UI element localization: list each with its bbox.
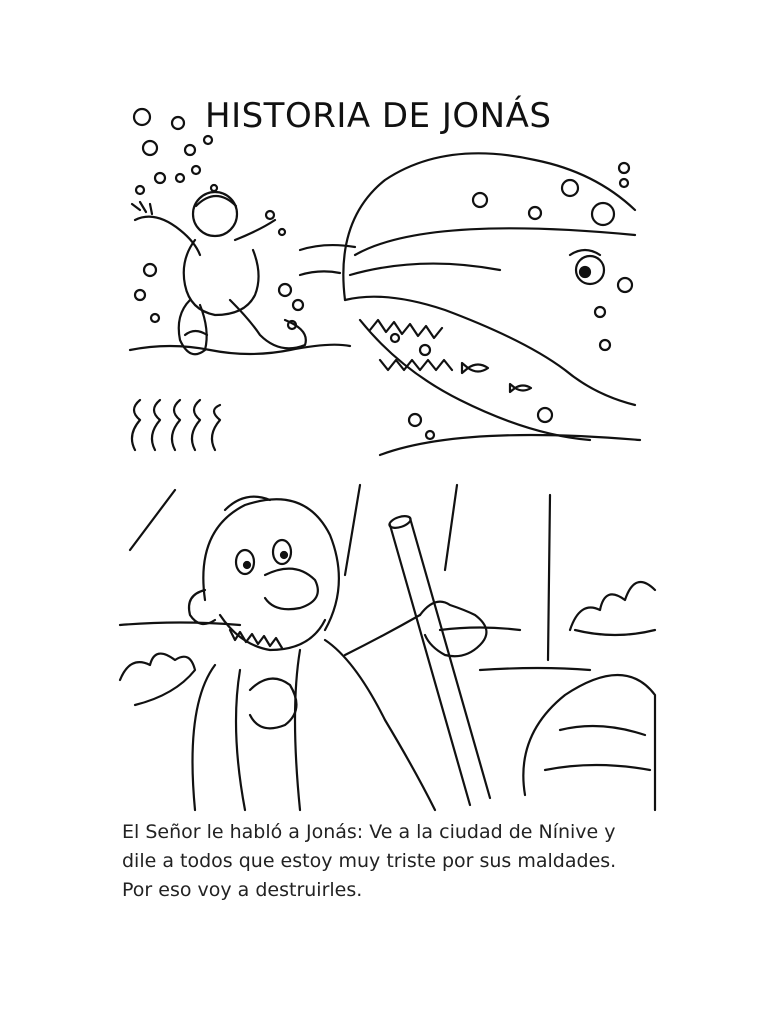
caption-line-3: Por eso voy a destruirles. xyxy=(122,879,363,901)
plant-left xyxy=(120,654,195,705)
water-line xyxy=(130,345,350,354)
page-title: HISTORIA DE JONÁS xyxy=(205,96,552,136)
story-caption xyxy=(122,818,662,905)
jonah-whale-illustration xyxy=(0,0,768,470)
caption-line-2: dile a todos que estoy muy triste por sus maldades. xyxy=(122,850,617,872)
seaweed xyxy=(132,400,220,450)
staff xyxy=(388,514,490,805)
rock xyxy=(523,675,655,810)
jonah-staff-illustration xyxy=(0,480,768,815)
caption-line-1: El Señor le habló a Jonás: Ve a la ciudad de Nínive y xyxy=(122,821,616,843)
whale xyxy=(343,153,640,455)
light-ray xyxy=(130,490,175,550)
jonah-figure xyxy=(189,497,486,810)
jonah-swimming-figure xyxy=(132,192,306,354)
plant-right xyxy=(570,582,655,635)
